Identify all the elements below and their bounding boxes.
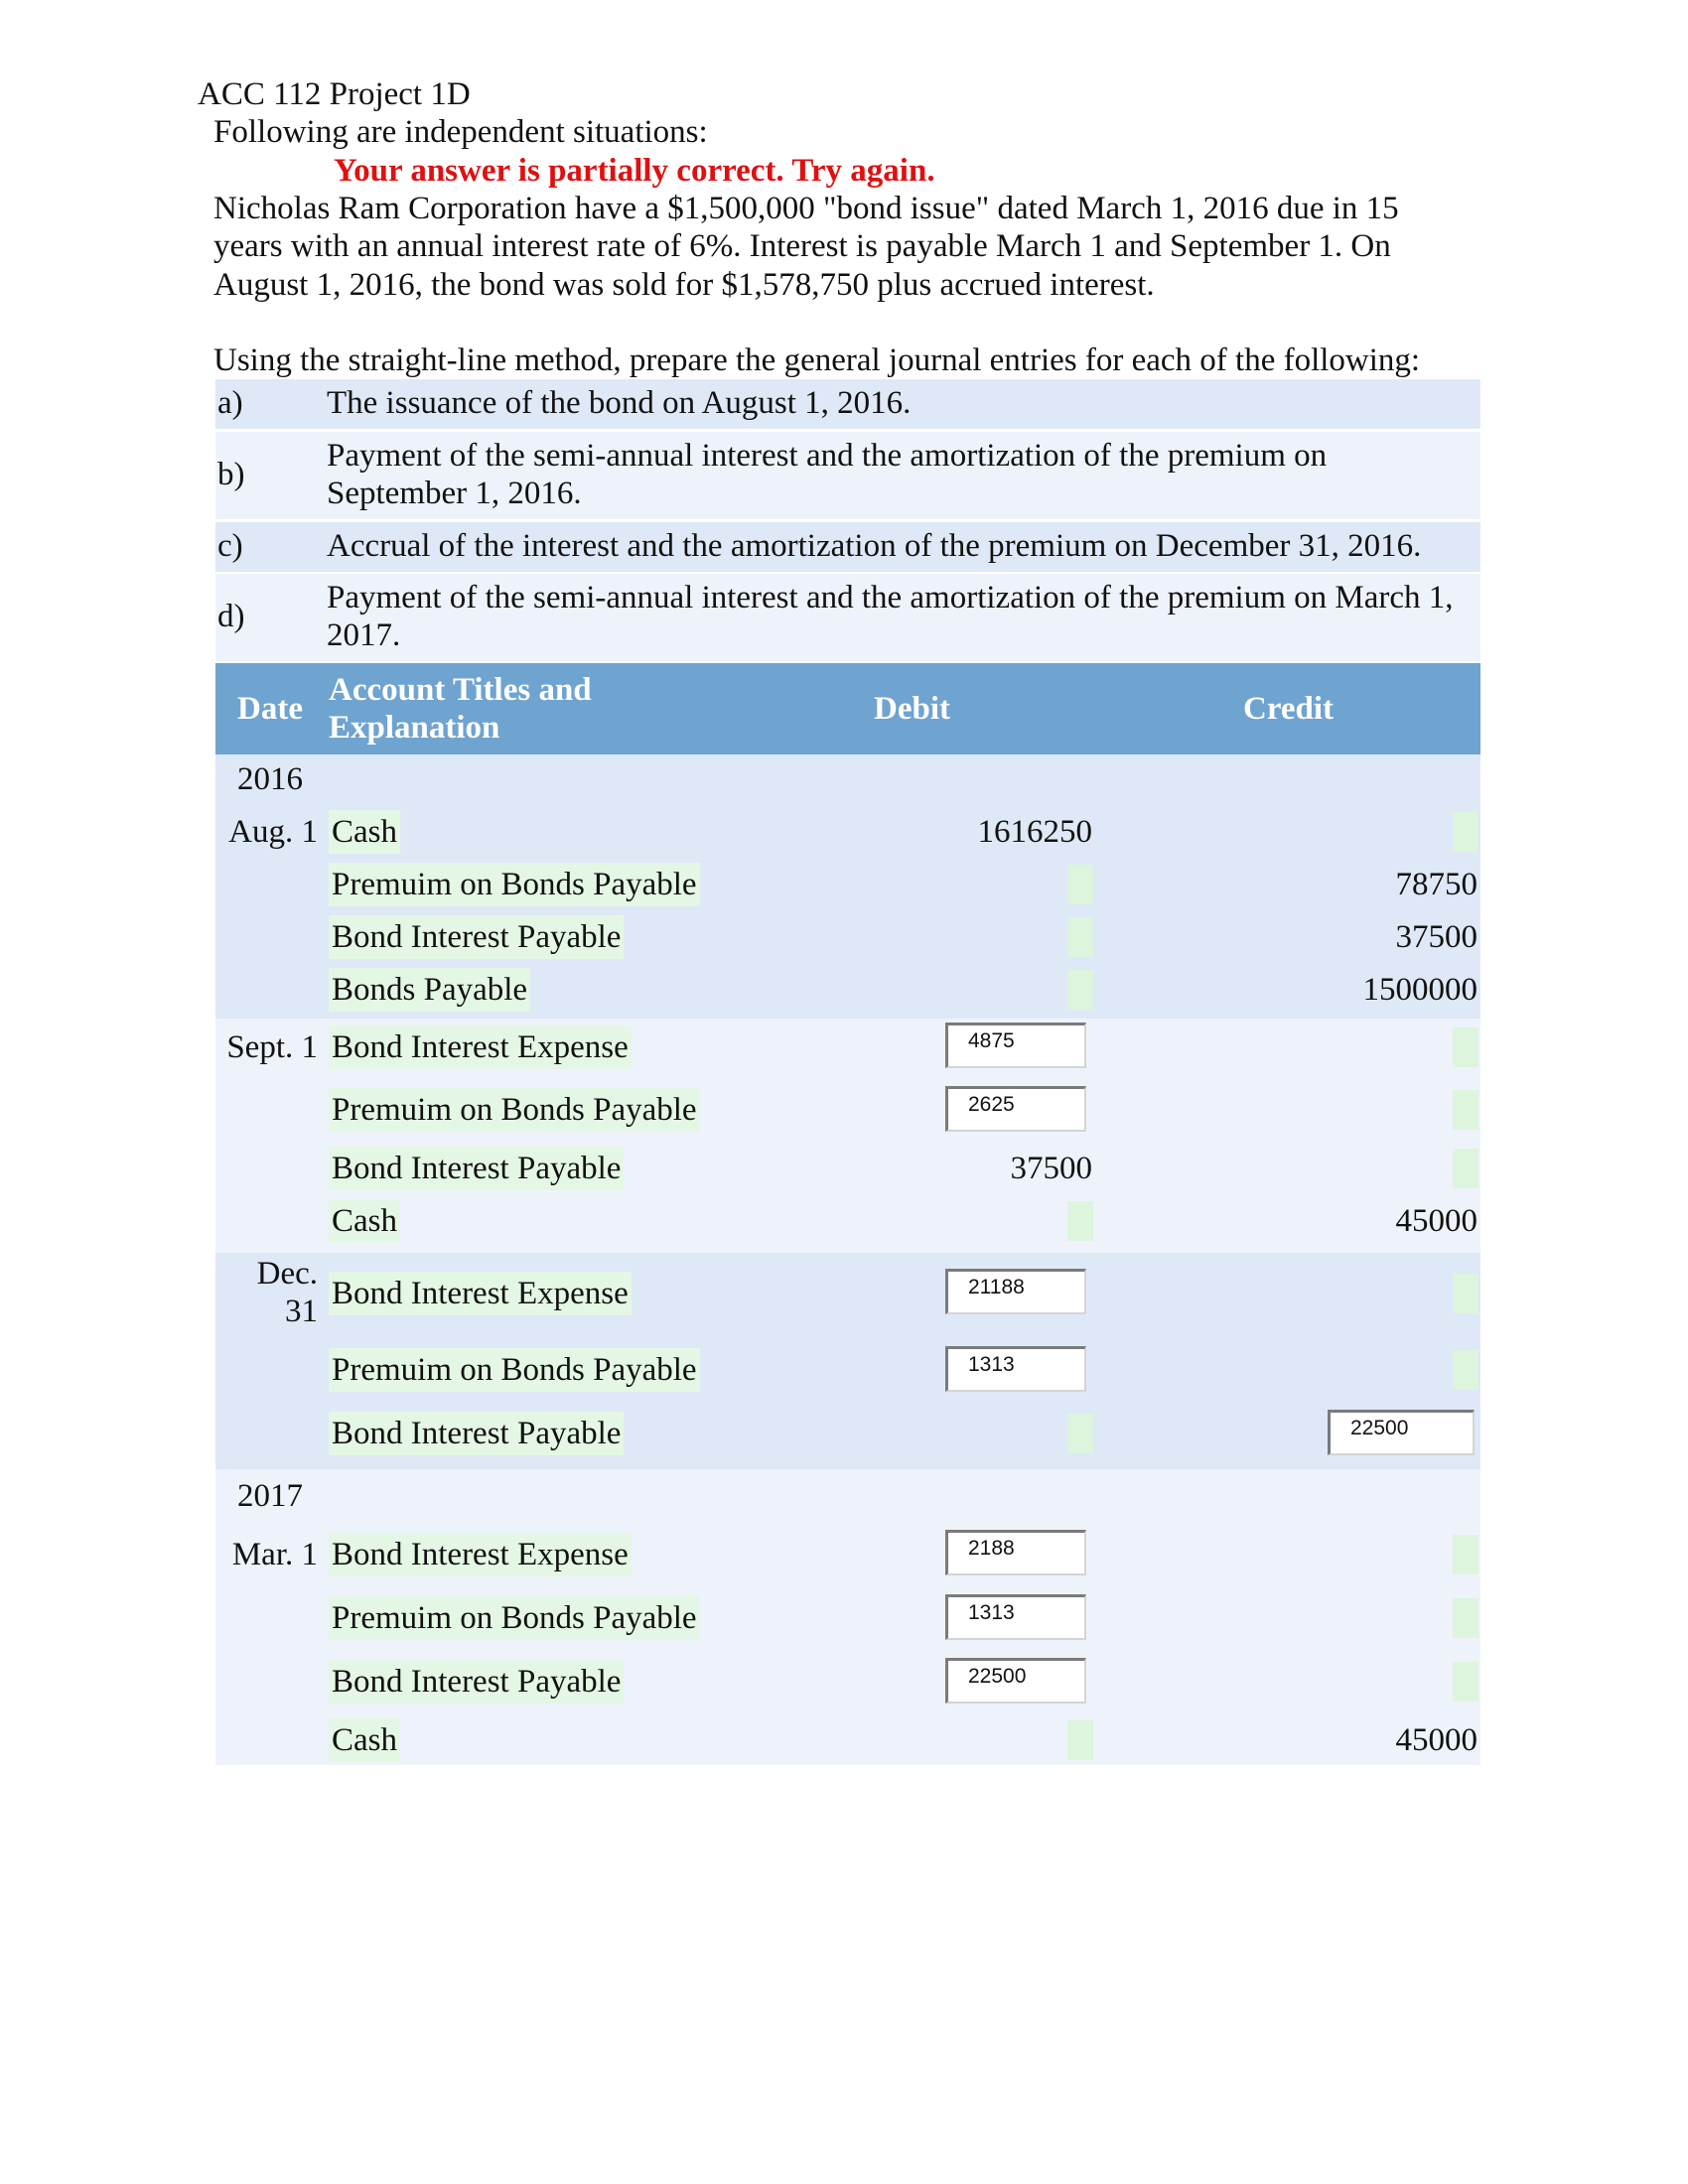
account-title: Bond Interest Payable bbox=[329, 1660, 624, 1704]
debit-input[interactable]: 2188 bbox=[945, 1530, 1086, 1575]
year-2016: 2016 bbox=[237, 761, 303, 797]
credit-cell-empty bbox=[1453, 1598, 1478, 1638]
debit-cell-empty bbox=[1067, 1414, 1093, 1453]
debit-input[interactable]: 4875 bbox=[945, 1023, 1086, 1068]
situation-text: Accrual of the interest and the amortization of the premium on December 31, 2016. bbox=[327, 528, 1422, 564]
account-title: Cash bbox=[329, 1199, 400, 1243]
problem-line-1: Nicholas Ram Corporation have a $1,500,000 "bond issue" dated March 1, 2016 due in 15 bbox=[213, 191, 1399, 226]
account-title: Bond Interest Payable bbox=[329, 1412, 624, 1455]
account-title: Cash bbox=[329, 1718, 400, 1762]
header-account-line2: Explanation bbox=[329, 710, 500, 746]
credit-value: 78750 bbox=[1395, 867, 1477, 902]
credit-cell-empty bbox=[1453, 1350, 1478, 1390]
credit-cell-empty bbox=[1453, 1027, 1478, 1067]
credit-cell-empty bbox=[1453, 1090, 1478, 1130]
debit-input[interactable]: 21188 bbox=[945, 1269, 1086, 1314]
situation-text: September 1, 2016. bbox=[327, 476, 582, 511]
header-date: Date bbox=[237, 691, 303, 727]
problem-line-2: years with an annual interest rate of 6%. Interest is payable March 1 and September 1. On bbox=[213, 228, 1391, 264]
page-title: ACC 112 Project 1D bbox=[198, 76, 471, 112]
credit-value: 45000 bbox=[1395, 1722, 1477, 1758]
situation-a bbox=[215, 379, 1480, 429]
situation-label: d) bbox=[217, 599, 245, 634]
account-title: Bond Interest Expense bbox=[329, 1272, 632, 1315]
debit-input[interactable]: 22500 bbox=[945, 1658, 1086, 1704]
account-title: Bond Interest Payable bbox=[329, 1147, 624, 1190]
journal-table-header bbox=[215, 663, 1480, 754]
situation-text: 2017. bbox=[327, 617, 401, 653]
account-title: Bond Interest Payable bbox=[329, 915, 624, 959]
year-2017: 2017 bbox=[237, 1478, 303, 1514]
header-debit: Debit bbox=[874, 691, 950, 727]
debit-cell-empty bbox=[1067, 865, 1093, 904]
situation-text: Payment of the semi-annual interest and the amortization of the premium on bbox=[327, 438, 1328, 474]
credit-cell-empty bbox=[1453, 1149, 1478, 1188]
debit-cell-empty bbox=[1067, 1201, 1093, 1241]
header-credit: Credit bbox=[1243, 691, 1335, 727]
credit-cell-empty bbox=[1453, 1535, 1478, 1574]
credit-cell-empty bbox=[1453, 1662, 1478, 1702]
debit-cell-empty bbox=[1067, 1720, 1093, 1760]
debit-input[interactable]: 1313 bbox=[945, 1594, 1086, 1640]
debit-value: 37500 bbox=[1010, 1151, 1092, 1186]
account-title: Premuim on Bonds Payable bbox=[329, 863, 700, 906]
credit-cell-empty bbox=[1453, 1274, 1478, 1313]
situation-label: c) bbox=[217, 528, 243, 564]
account-title: Bond Interest Expense bbox=[329, 1025, 632, 1069]
debit-input[interactable]: 1313 bbox=[945, 1346, 1086, 1392]
debit-input[interactable]: 2625 bbox=[945, 1086, 1086, 1132]
credit-value: 45000 bbox=[1395, 1203, 1477, 1239]
credit-input[interactable]: 22500 bbox=[1328, 1410, 1475, 1455]
credit-cell-empty bbox=[1453, 812, 1478, 852]
situation-d bbox=[215, 574, 1480, 661]
entry-date-line2: 31 bbox=[285, 1294, 318, 1329]
entry-date: Aug. 1 bbox=[228, 814, 318, 850]
entry-date: Sept. 1 bbox=[226, 1029, 318, 1065]
situation-label: b) bbox=[217, 457, 245, 492]
account-title: Premuim on Bonds Payable bbox=[329, 1088, 700, 1132]
header-account-line1: Account Titles and bbox=[329, 672, 592, 708]
situation-b bbox=[215, 432, 1480, 519]
account-title: Premuim on Bonds Payable bbox=[329, 1596, 700, 1640]
situation-label: a) bbox=[217, 385, 243, 421]
account-title: Bonds Payable bbox=[329, 968, 530, 1012]
situation-text: Payment of the semi-annual interest and the amortization of the premium on March 1, bbox=[327, 580, 1454, 615]
debit-cell-empty bbox=[1067, 970, 1093, 1010]
situation-text: The issuance of the bond on August 1, 2016. bbox=[327, 385, 912, 421]
entry-date: Mar. 1 bbox=[231, 1537, 318, 1572]
debit-value: 1616250 bbox=[977, 814, 1092, 850]
account-title: Premuim on Bonds Payable bbox=[329, 1348, 700, 1392]
account-title: Cash bbox=[329, 810, 400, 854]
feedback-message: Your answer is partially correct. Try again. bbox=[334, 153, 935, 189]
instruction-text: Using the straight-line method, prepare the general journal entries for each of the following: bbox=[213, 342, 1421, 378]
debit-cell-empty bbox=[1067, 917, 1093, 957]
entry-date-line1: Dec. bbox=[256, 1256, 318, 1292]
problem-line-3: August 1, 2016, the bond was sold for $1,578,750 plus accrued interest. bbox=[213, 267, 1155, 303]
situation-c bbox=[215, 522, 1480, 572]
credit-value: 1500000 bbox=[1362, 972, 1477, 1008]
account-title: Bond Interest Expense bbox=[329, 1533, 632, 1576]
credit-value: 37500 bbox=[1395, 919, 1477, 955]
intro-text: Following are independent situations: bbox=[213, 114, 708, 150]
